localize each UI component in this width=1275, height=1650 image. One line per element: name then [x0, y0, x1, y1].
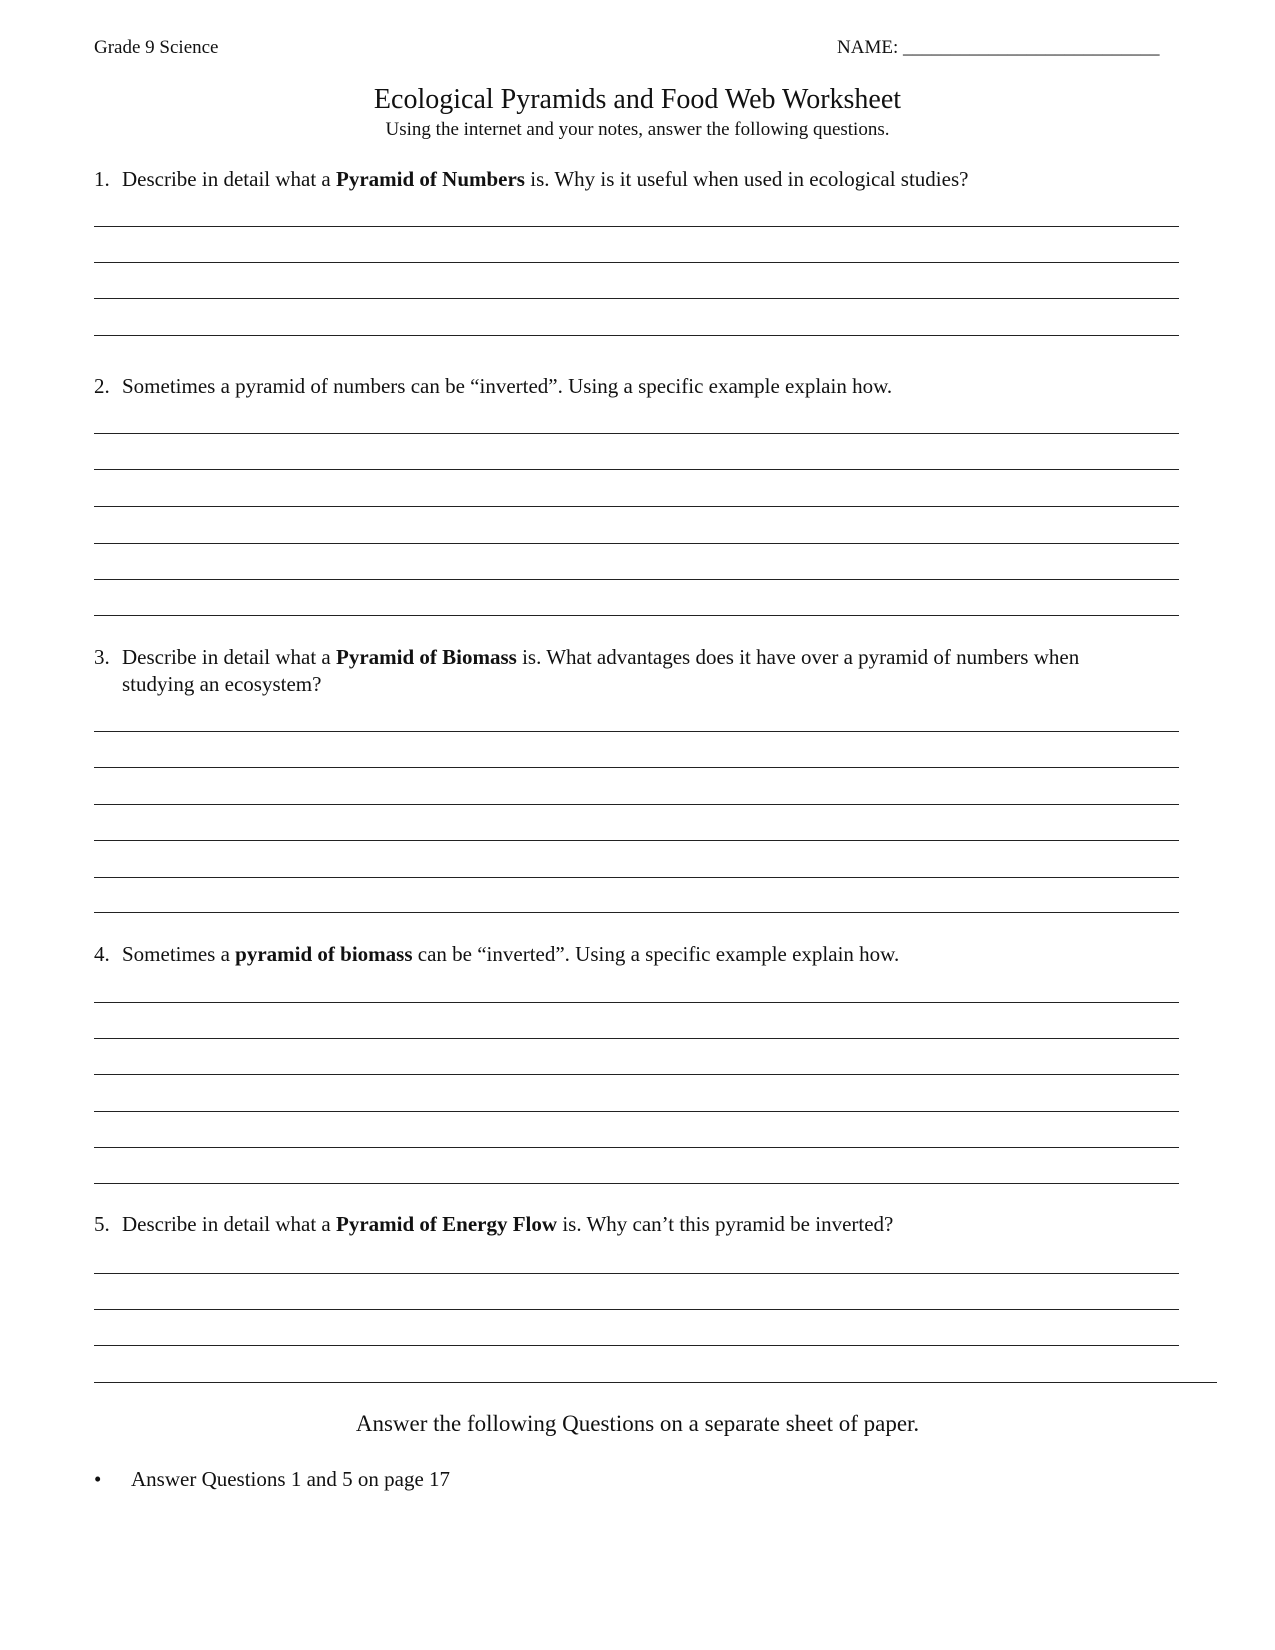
answer-line[interactable] — [94, 579, 1179, 580]
question-text: can be “inverted”. Using a specific example explain how. — [412, 942, 900, 966]
question-text: Describe in detail what a — [122, 167, 336, 191]
answer-line[interactable] — [94, 731, 1179, 732]
question-number: 2. — [94, 374, 110, 398]
bullet-marker: • — [94, 1467, 102, 1491]
question-2 — [94, 374, 892, 399]
answer-line[interactable] — [94, 298, 1179, 299]
answer-line[interactable] — [94, 877, 1179, 878]
question-keyword: Pyramid of Numbers — [336, 167, 525, 191]
answer-line[interactable] — [94, 543, 1179, 544]
answer-line[interactable] — [94, 335, 1179, 336]
answer-line[interactable] — [94, 1147, 1179, 1148]
question-keyword: Pyramid of Energy Flow — [336, 1212, 558, 1236]
worksheet-title: Ecological Pyramids and Food Web Worksheet — [373, 84, 902, 115]
question-number: 3. — [94, 645, 110, 669]
question-text: Describe in detail what a — [122, 1212, 336, 1236]
bullet-item: Answer Questions 1 and 5 on page 17 — [131, 1467, 451, 1491]
question-text: is. What advantages does it have over a pyramid of numbers when — [516, 645, 1080, 669]
answer-line[interactable] — [94, 912, 1179, 913]
answer-line[interactable] — [94, 506, 1179, 507]
worksheet-subtitle: Using the internet and your notes, answer the following questions. — [385, 119, 890, 140]
answer-line[interactable] — [94, 1273, 1179, 1274]
question-number: 1. — [94, 167, 110, 191]
name-field[interactable]: NAME: ___________________________ — [837, 37, 1160, 58]
answer-line[interactable] — [94, 1111, 1179, 1112]
question-number: 5. — [94, 1212, 110, 1236]
separate-sheet-heading: Answer the following Questions on a separate sheet of paper. — [355, 1411, 920, 1436]
answer-line[interactable] — [94, 469, 1179, 470]
answer-line[interactable] — [94, 804, 1179, 805]
answer-line[interactable] — [94, 615, 1179, 616]
question-1 — [94, 167, 968, 192]
question-text: Sometimes a — [122, 942, 236, 966]
answer-line[interactable] — [94, 226, 1179, 227]
answer-line[interactable] — [94, 1074, 1179, 1075]
question-number: 4. — [94, 942, 110, 966]
answer-line[interactable] — [94, 1183, 1179, 1184]
answer-line[interactable] — [94, 1309, 1179, 1310]
question-3 — [94, 645, 1079, 670]
answer-line[interactable] — [94, 1038, 1179, 1039]
answer-line[interactable] — [94, 1382, 1217, 1383]
question-keyword: Pyramid of Biomass — [336, 645, 517, 669]
answer-line[interactable] — [94, 1002, 1179, 1003]
question-5 — [94, 1212, 893, 1237]
answer-line[interactable] — [94, 840, 1179, 841]
answer-line[interactable] — [94, 767, 1179, 768]
answer-line[interactable] — [94, 1345, 1179, 1346]
question-keyword: pyramid of biomass — [235, 942, 413, 966]
answer-line[interactable] — [94, 433, 1179, 434]
course-label: Grade 9 Science — [94, 37, 219, 58]
question-3-continued: studying an ecosystem? — [122, 672, 322, 696]
question-4 — [94, 942, 899, 967]
question-text: is. Why is it useful when used in ecological studies? — [524, 167, 969, 191]
question-text: is. Why can’t this pyramid be inverted? — [557, 1212, 894, 1236]
question-text: Sometimes a pyramid of numbers can be “inverted”. Using a specific example explain how. — [122, 374, 893, 398]
question-text: Describe in detail what a — [122, 645, 336, 669]
answer-line[interactable] — [94, 262, 1179, 263]
